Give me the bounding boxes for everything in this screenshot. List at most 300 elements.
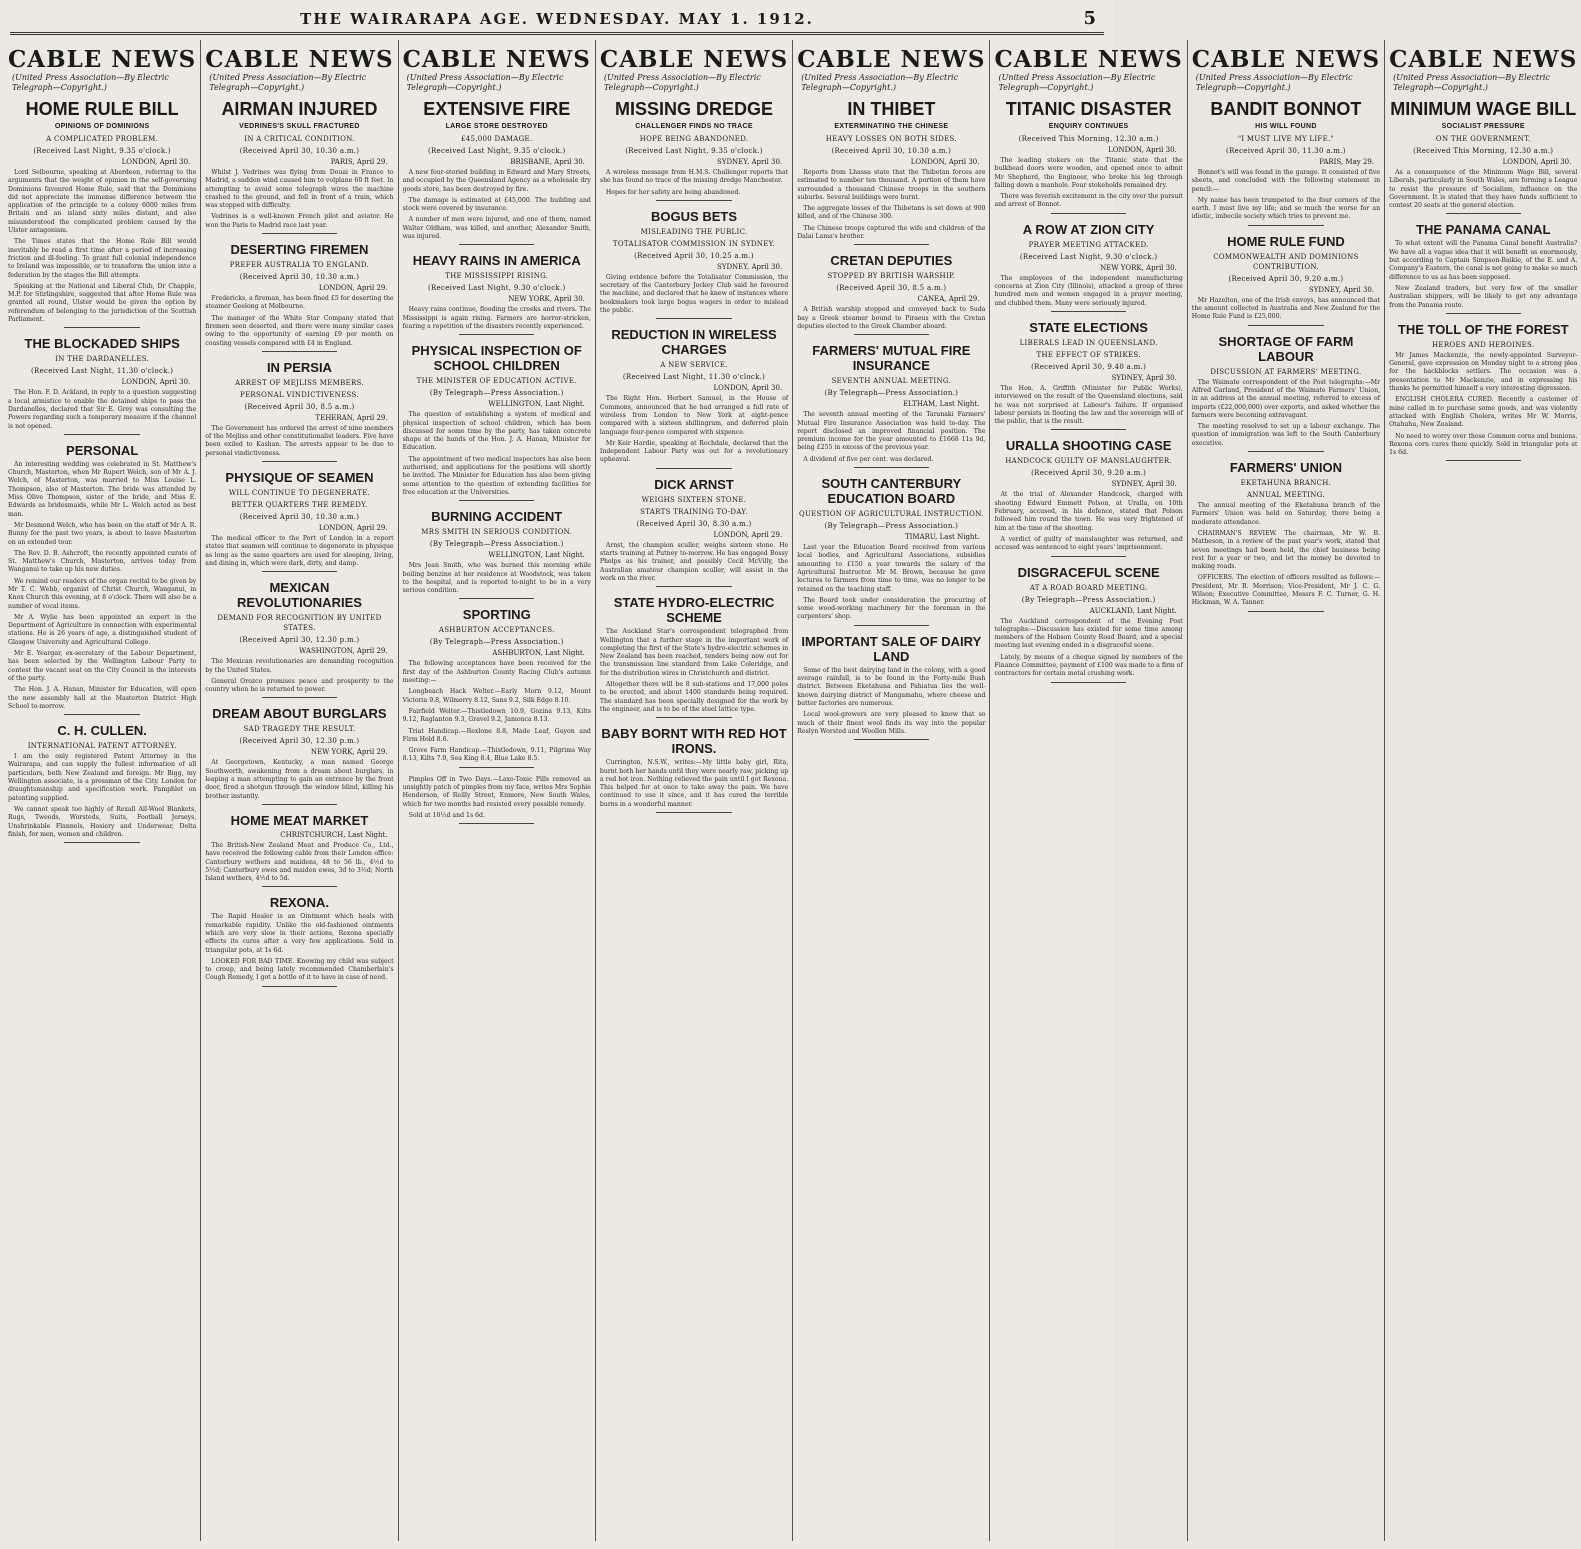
article-paragraph: Reports from Lhassa state that the Thibetan forces are estimated to number ten thousand. A portion of them have surrounded a thousand Chinese troops in the southern suburbs. Several buildings were burnt. bbox=[797, 169, 986, 201]
article-divider bbox=[1051, 682, 1126, 683]
news-column bbox=[1188, 40, 1385, 1541]
article-dateline: TIMARU, Last Night. bbox=[905, 533, 980, 542]
article-headline: BABY BORNT WITH RED HOT IRONS. bbox=[601, 726, 787, 757]
article-subheading: WILL CONTINUE TO DEGENERATE. bbox=[228, 489, 371, 498]
article-divider bbox=[1446, 213, 1521, 214]
article bbox=[205, 360, 393, 462]
article-subheading: (Received April 30, 9.20 a.m.) bbox=[1228, 274, 1344, 283]
article-paragraph: Last year the Education Board received from various local bodies, and Agricultural Associations, subsidies amounting to £150 a year towards the salary of the Agricultural Instructor. Mr M. Brown, because he gave lectures to farmers from time to time, was no longer to be retained on the teaching staff. bbox=[797, 544, 986, 593]
article-paragraph: The aggregate losses of the Thibetans is set down at 900 killed, and of the Chinese 300. bbox=[797, 205, 986, 221]
article-dateline: WASHINGTON, April 29. bbox=[299, 647, 388, 656]
article bbox=[994, 565, 1182, 683]
article-divider bbox=[854, 244, 929, 245]
article-subheading: (By Telegraph—Press Association.) bbox=[824, 522, 959, 531]
column-heading: CABLE NEWS bbox=[8, 46, 197, 73]
article-headline: DREAM ABOUT BURGLARS bbox=[212, 706, 387, 722]
article-subheading: (Received Last Night, 9.30 o'clock.) bbox=[1019, 252, 1158, 261]
article-headline: MINIMUM WAGE BILL bbox=[1390, 99, 1577, 119]
article-paragraph: The Hon. F. D. Ackland, in reply to a question suggesting a local armistice to enable the detained ships to pass the Dardanelles, declared that Sir E. Grey was consulting the Powers regarding such a temporary measure if the channel is not opened. bbox=[8, 389, 197, 430]
article-paragraph: Mr Keir Hardie, speaking at Rochdale, declared that the Independent Labour Party was out for a revolutionary upheaval. bbox=[599, 439, 789, 464]
article-divider bbox=[64, 842, 139, 843]
article bbox=[403, 776, 591, 824]
article-paragraph: The manager of the White Star Company stated that firemen seen deserted, and there were many similar cases owing to the opportunity of earning £9 per month on coasting vessels compared with £4 in England. bbox=[205, 314, 394, 347]
article-paragraph: Grove Farm Handicap.—Thistledown, 9.11, Pilgrims Way 8.13, Kilts 7.9, Sea King 8.4, Blue Lake 8.5. bbox=[402, 747, 591, 763]
article-subheading: MRS SMITH IN SERIOUS CONDITION. bbox=[421, 528, 573, 537]
article-paragraph: Lately, by means of a cheque signed by members of the Finance Committee, payment of £100 was made to a firm of contractors for certain metal crushing work. bbox=[994, 653, 1183, 678]
news-column bbox=[399, 40, 596, 1541]
article-subheading: (Received April 30, 8.30 a.m.) bbox=[636, 519, 752, 528]
article-headline: DICK ARNST bbox=[654, 476, 734, 492]
article-divider bbox=[1248, 451, 1323, 452]
news-column bbox=[4, 40, 201, 1541]
article-paragraph: OFFICERS. The election of officers resulted as follows:—President, Mr B. Morrison; Vice-President, Mr J. C. G. Wilson; Executive Committee, Messrs F. C. Turner, G. H. Hickman, W. A. Tanner. bbox=[1191, 574, 1381, 607]
article-paragraph: The Right Hon. Herbert Samuel, in the House of Commons, announced that he had arranged a full rate of wireless from London to New York at eight-pence compared with a sixteen shillingram, and deferred plain language four-pence compared with sixpence. bbox=[599, 395, 789, 436]
article-headline: A ROW AT ZION CITY bbox=[1022, 221, 1155, 237]
article-subheading: HOPE BEING ABANDONED. bbox=[639, 135, 749, 143]
article-subheading: (Received April 30, 12.30 p.m.) bbox=[239, 737, 360, 746]
article-headline: IMPORTANT SALE OF DAIRY LAND bbox=[801, 633, 982, 664]
column-credit: (United Press Association—By Electric Telegraph—Copyright.) bbox=[603, 73, 761, 92]
article-subheading: ANNUAL MEETING. bbox=[1246, 491, 1325, 500]
article-dateline: LONDON, April 30. bbox=[1502, 158, 1572, 166]
article-divider bbox=[854, 739, 929, 740]
article bbox=[600, 209, 788, 319]
article-paragraph: A number of men were injured, and one of them, named Walter Oldham, was killed, and another, Alexander Smith, was injured. bbox=[402, 216, 591, 241]
article-paragraph: Lord Selbourne, speaking at Aberdeen, referring to the arguments that the weight of opinion in the self-governing Dominions favoured Home Rule, said that the Dominions did not appreciate the immense difference between the application of the principle to a colony 6000 miles from Britain and an island sixty miles distant, and also misunderstood the complicated problem caused by the Ulster antagonism. bbox=[8, 169, 197, 235]
article-dateline: PARIS, April 29. bbox=[330, 158, 388, 166]
article-paragraph: The British-New Zealand Meat and Produce Co., Ltd., have received the following cable from their London office: Canterbury wethers and maidens, 48 to 56 lb., 4½d to 5½d; Canterbury ewes and maiden ewes, 3d to 3½d; North Island wethers, 4½d to 5d. bbox=[205, 841, 394, 883]
article-divider bbox=[459, 598, 534, 599]
article-paragraph: Mr E. Yeargar, ex-secretary of the Labour Department, has been selected by the Wellington Labour Party to contest the vacant seat on the City Council in the interests of the party. bbox=[8, 650, 197, 682]
article bbox=[994, 222, 1182, 312]
article bbox=[403, 99, 591, 245]
article-subheading: (Received April 30, 10.30 a.m.) bbox=[239, 273, 360, 282]
article-subheading: (Received Last Night, 9.30 o'clock.) bbox=[427, 284, 566, 293]
article-subheading: BETTER QUARTERS THE REMEDY. bbox=[231, 501, 368, 510]
article-subheading: (Received Last Night, 11.30 o'clock.) bbox=[30, 367, 174, 376]
article-divider bbox=[262, 804, 337, 805]
article-divider bbox=[1446, 460, 1521, 461]
article bbox=[1192, 460, 1380, 612]
article-subheading: (By Telegraph—Press Association.) bbox=[429, 540, 564, 549]
article-headline: AIRMAN INJURED bbox=[221, 99, 378, 119]
article-subheading: (By Telegraph—Press Association.) bbox=[429, 389, 564, 398]
article bbox=[600, 99, 788, 201]
article-paragraph: The annual meeting of the Eketahuna branch of the Farmers' Union was held on Saturday, there being a moderate attendance. bbox=[1191, 502, 1381, 526]
article-subheading: OPINIONS OF DOMINIONS bbox=[54, 123, 150, 130]
article bbox=[403, 607, 591, 767]
article-headline: FARMERS' UNION bbox=[1229, 460, 1342, 476]
article-subheading: (Received April 30, 11.30 a.m.) bbox=[1226, 147, 1346, 155]
article-dateline: ELTHAM, Last Night. bbox=[903, 400, 980, 409]
article-dateline: SYDNEY, April 30. bbox=[717, 262, 783, 271]
article-paragraph: The Auckland Star's correspondent telegraphed from Wellington that a further stage in the important work of completing the first of the State's hydro-electric schemes in New Zealand has been reached, tenders being now out for the transmission line standard from Lake Coleridge, and for the distribution wires in Christchurch and district. bbox=[599, 628, 789, 677]
article-paragraph: The employees of the independent manufacturing concerns at Zion City (Illinois), attacked a group of three hundred men and women engaged in a prayer meeting, and clubbed them. Many were seriously injured. bbox=[994, 274, 1183, 307]
article-paragraph: The appointment of two medical inspectors has also been authorised, and applications for the positions will shortly be invited. The Minister for Education has also been giving some attention to the question of extending facilities for free education at the Universities. bbox=[402, 455, 591, 496]
column-heading: CABLE NEWS bbox=[1389, 46, 1578, 73]
article-headline: FARMERS' MUTUAL FIRE INSURANCE bbox=[812, 343, 971, 374]
article-headline: TITANIC DISASTER bbox=[1005, 99, 1172, 119]
article bbox=[797, 99, 985, 245]
page-number: 5 bbox=[1083, 8, 1096, 29]
article-subheading: LIBERALS LEAD IN QUEENSLAND. bbox=[1019, 338, 1158, 347]
article-paragraph: To what extent will the Panama Canal benefit Australia? We have all a vague idea that it will benefit us enormously, but according to Captain Simpson-Baikie, of the E. and A. Company's Eastern, the canal is not going to make so much difference to us as has been supposed. bbox=[1389, 240, 1578, 281]
article-paragraph: Speaking at the National and Liberal Club, Dr Chapple, M.P. for Stirlingshire, suggested that after Home Rule was granted all round, Ulster would be given the option by referendum of belonging to the jurisdiction of the Scottish Parliament. bbox=[8, 282, 197, 324]
article-subheading: HEROES AND HEROINES. bbox=[1432, 340, 1535, 349]
article-subheading: EKETAHUNA BRANCH. bbox=[1240, 479, 1332, 488]
article bbox=[1389, 222, 1577, 313]
article-divider bbox=[656, 318, 731, 319]
article-paragraph: The Auckland correspondent of the Evening Post telegraphs:—Discussion has existed for some time among members of the Hobson County Road Board, and a special meeting last evening ended in a disgraceful scene. bbox=[994, 617, 1183, 650]
article-paragraph: Pimples Off in Two Days.—Laxo-Tonic Pills removed an unsightly patch of pimples from my face, writes Mrs Sophie Henderson, of Reilly Street, Enmore, New South Wales, which for two months had resisted every possible remedy. bbox=[402, 775, 591, 808]
article-subheading: MISLEADING THE PUBLIC. bbox=[640, 227, 748, 236]
article-divider bbox=[854, 625, 929, 626]
article-subheading: IN THE DARDANELLES. bbox=[55, 355, 150, 364]
article-divider bbox=[262, 986, 337, 987]
article bbox=[205, 813, 393, 887]
article-dateline: NEW YORK, April 30. bbox=[508, 295, 585, 304]
article-headline: REXONA. bbox=[269, 895, 330, 911]
article-headline: PHYSIQUE OF SEAMEN bbox=[225, 470, 374, 486]
article-paragraph: A new four-storied building in Edward and Mary Streets, and occupied by the Queensland Agency as a wholesale dry goods store, has been destroyed by fire. bbox=[402, 169, 591, 193]
column-heading: CABLE NEWS bbox=[797, 46, 986, 73]
article-headline: HOME RULE BILL bbox=[25, 99, 179, 119]
article-dateline: AUCKLAND, Last Night. bbox=[1089, 606, 1177, 615]
column-heading: CABLE NEWS bbox=[1191, 46, 1381, 73]
article-paragraph: Giving evidence before the Totalisator Commission, the secretary of the Canterbury Jockey Club said he favoured the machine, and declared that he knew of instances where bookmakers took large bogus wagers in order to mislead the public. bbox=[599, 273, 789, 315]
article bbox=[797, 476, 985, 626]
article-headline: BANDIT BONNOT bbox=[1210, 99, 1362, 119]
article-divider bbox=[64, 434, 139, 435]
article-divider bbox=[459, 334, 534, 335]
article-dateline: LONDON, April 30. bbox=[910, 158, 980, 166]
article-subheading: (Received April 30, 10.25 a.m.) bbox=[634, 251, 754, 260]
article-headline: STATE ELECTIONS bbox=[1029, 319, 1148, 335]
column-credit: (United Press Association—By Electric Telegraph—Copyright.) bbox=[406, 73, 564, 92]
article-headline: SHORTAGE OF FARM LABOUR bbox=[1218, 333, 1354, 364]
article-headline: URALLA SHOOTING CASE bbox=[1005, 438, 1172, 454]
article bbox=[205, 706, 393, 804]
columns-container bbox=[4, 40, 1578, 1541]
article bbox=[600, 726, 788, 813]
article-paragraph: The medical officer to the Port of London in a report states that seamen will continue to degenerate in physique as long as the same quarters are used for sleeping, living, and dining in, which were dark, dirty, and damp. bbox=[205, 535, 394, 567]
article-subheading: ON THE GOVERNMENT. bbox=[1435, 135, 1531, 143]
article-divider bbox=[64, 327, 139, 328]
article-headline: SOUTH CANTERBURY EDUCATION BOARD bbox=[821, 476, 962, 507]
article bbox=[1192, 334, 1380, 452]
article bbox=[8, 99, 196, 328]
article-paragraph: New Zealand traders, but very few of the smaller Australian shippers, will be likely to get any advantage from the Panama route. bbox=[1389, 284, 1578, 309]
article-subheading: (Received This Morning, 12.30 a.m.) bbox=[1018, 135, 1159, 143]
article-paragraph: The seventh annual meeting of the Taranaki Farmers' Mutual Fire Insurance Association was held to-day. The report disclosed an improved financial position. The premium income for the year amounted to £1668 11s 9d, being £255 in excess of the previous year. bbox=[797, 411, 986, 452]
article-subheading: (By Telegraph—Press Association.) bbox=[1021, 595, 1156, 604]
article-paragraph: At the trial of Alexander Handcock, charged with shooting Edward Emmett Polson, at Uralla, on 10th February, accused, in his defence, stated that Polson followed him round the town. He was very frightened of him at the time of the shooting. bbox=[994, 491, 1183, 532]
article-paragraph: Longbeach Hack Welter.—Early Morn 9.12, Mount Victoria 9.8, Wilmerry 8.12, Sans 9.2, Silk Edge 8.10. bbox=[402, 688, 591, 704]
article-subheading: (Received April 30, 8.5 a.m.) bbox=[836, 284, 947, 293]
article-headline: BOGUS BETS bbox=[651, 208, 738, 224]
article-dateline: PARIS, May 29. bbox=[1319, 158, 1375, 166]
article-dateline: SYDNEY, April 30. bbox=[1308, 285, 1375, 294]
article-paragraph: Vedrines is a well-known French pilot and aviator. He won the Paris to Madrid race last year. bbox=[205, 213, 394, 229]
article-subheading: IN A CRITICAL CONDITION. bbox=[244, 135, 355, 143]
column-heading: CABLE NEWS bbox=[205, 46, 394, 73]
article-dateline: LONDON, April 29. bbox=[318, 284, 388, 293]
article-paragraph: A wireless message from H.M.S. Challenger reports that she has found no trace of the missing dredge Manchester. bbox=[599, 169, 789, 185]
article-subheading: (Received This Morning, 12.30 a.m.) bbox=[1413, 147, 1554, 155]
article-paragraph: CHAIRMAN'S REVIEW. The chairman, Mr W. B. Matheson, in a review of the past year's work, stated that seven meetings had been held, the chief business being rest for a year or two, and let the money be devoted to making roads. bbox=[1191, 529, 1381, 571]
article-divider bbox=[656, 586, 731, 587]
article-paragraph: As a consequence of the Minimum Wage Bill, several Liberals, particularly in South Wales, are forming a League to resist the pressure of Socialism, influence on the Government. It is stated that they have funds sufficient to contest 20 seats at the general election. bbox=[1389, 169, 1578, 210]
article-dateline: SYDNEY, April 30. bbox=[717, 158, 783, 166]
article-subheading: "I MUST LIVE MY LIFE." bbox=[1237, 135, 1335, 143]
article-divider bbox=[262, 697, 337, 698]
article-paragraph: No need to worry over those Common corns and bunions. Rexona corn cures them quickly. Sold in triangular pots at 1s 6d. bbox=[1389, 432, 1578, 457]
article-paragraph: The meeting resolved to set up a labour exchange. The question of immigration was left to the South Canterbury executive. bbox=[1191, 423, 1381, 447]
article-subheading: COMMONWEALTH AND DOMINIONS CONTRIBUTION. bbox=[1213, 252, 1359, 271]
article-headline: HOME MEAT MARKET bbox=[230, 812, 369, 828]
article-dateline: LONDON, April 30. bbox=[713, 384, 783, 393]
article-subheading: ENQUIRY CONTINUES bbox=[1048, 123, 1129, 130]
article-subheading: (Received April 30, 12.30 p.m.) bbox=[239, 636, 360, 645]
news-column bbox=[596, 40, 793, 1541]
article-divider bbox=[1051, 556, 1126, 557]
article bbox=[797, 253, 985, 335]
article-paragraph: Sold at 10½d and 1s 6d. bbox=[408, 811, 485, 819]
article bbox=[403, 253, 591, 335]
article bbox=[600, 595, 788, 718]
article-dateline: LONDON, April 29. bbox=[318, 524, 388, 533]
article-paragraph: Triat Handicap.—Rexlone 8.8, Made Leaf, Guyon and Firm Hold 8.6. bbox=[402, 727, 591, 743]
article-subheading: PERSONAL VINDICTIVENESS. bbox=[240, 390, 359, 399]
article bbox=[994, 320, 1182, 430]
article bbox=[8, 336, 196, 434]
article-divider bbox=[1051, 311, 1126, 312]
article-dateline: SYDNEY, April 30. bbox=[1111, 373, 1177, 382]
article-divider bbox=[64, 714, 139, 715]
article-subheading: STOPPED BY BRITISH WARSHIP. bbox=[827, 272, 956, 281]
article-subheading: ASHBURTON ACCEPTANCES. bbox=[438, 626, 555, 635]
article-paragraph: An interesting wedding was celebrated in St. Matthew's Church, Masterton, when Mr Rupert Welch, son of Mr A. J. Welch, of Masterton, was married to Miss Louise L. Thompson, also of Masterton. The bride was attended by Miss Olive Thompson, sister of the bride, and Miss E. Edwards as bridesmaids, while Mr L. Welch acted as best man. bbox=[8, 460, 197, 518]
article-divider bbox=[262, 233, 337, 234]
article-paragraph: The Rev. D. B. Ashcroft, the recently appointed curate of St. Matthew's Church, Masterton, arrives today from Wanganui to take up his new duties. bbox=[8, 549, 197, 574]
article-paragraph: Currington, N.S.W., writes:—My little baby girl, Rita, burnt both her hands until they were nearly raw, picking up a red hot iron. Nothing relieved the pain until I got Rexona. This helped for at once to take away the pain. We have continued to use it since, and it has cured the terrible burns in a wonderful manner. bbox=[599, 759, 789, 808]
article-subheading: ARREST OF MEJLISS MEMBERS. bbox=[234, 378, 364, 387]
article bbox=[403, 509, 591, 599]
article bbox=[1389, 322, 1577, 462]
article-subheading: SEVENTH ANNUAL MEETING. bbox=[831, 377, 952, 386]
article-paragraph: Bonnot's will was found in the garage. It consisted of five sheets, and concluded with the following statement in pencil:— bbox=[1191, 169, 1381, 193]
article-paragraph: The following acceptances have been received for the first day of the Ashburton County Racing Club's autumn meeting:— bbox=[402, 660, 591, 685]
article bbox=[205, 470, 393, 572]
article-dateline: ASHBURTON, Last Night. bbox=[492, 649, 585, 658]
column-credit: (United Press Association—By Electric Telegraph—Copyright.) bbox=[1195, 73, 1353, 92]
article-subheading: (Received Last Night, 11.30 o'clock.) bbox=[622, 373, 766, 382]
article-dateline: LONDON, April 30. bbox=[121, 158, 191, 166]
article-paragraph: Mr A. Wylie has been appointed an expert in the Department of Agriculture in connection with experimental stations. He is 26 years of age, a distinguished student of Glasgow University and Agricultural College. bbox=[8, 613, 197, 646]
article-dateline: LONDON, April 30. bbox=[121, 378, 191, 387]
article-divider bbox=[262, 886, 337, 887]
article-divider bbox=[656, 717, 731, 718]
article-dateline: WELLINGTON, Last Night. bbox=[488, 400, 585, 409]
article-headline: C. H. CULLEN. bbox=[57, 723, 147, 739]
article-headline: PERSONAL bbox=[66, 442, 139, 458]
article bbox=[1389, 99, 1577, 214]
article-subheading: (Received April 30, 10.30 a.m.) bbox=[831, 147, 952, 155]
article-subheading: HEAVY LOSSES ON BOTH SIDES. bbox=[825, 135, 957, 143]
column-heading: CABLE NEWS bbox=[599, 46, 789, 73]
article-paragraph: The question of establishing a system of medical and physical inspection of school children, which has been discussed for some time by the party, has taken concrete shape at the hands of the Hon. J. A. Hanan, Minister for Education. bbox=[402, 411, 591, 452]
article-paragraph: Local wool-growers are very pleased to know that so much of their finest wool finds its way into the popular Roslyn Worsted and Woollen Mills. bbox=[797, 711, 986, 735]
article-divider bbox=[854, 467, 929, 468]
article-paragraph: The Chinese troops captured the wife and children of the Dalai Lama's brother. bbox=[797, 224, 986, 241]
column-credit: (United Press Association—By Electric Telegraph—Copyright.) bbox=[1393, 73, 1550, 92]
article-divider bbox=[656, 468, 731, 469]
article-paragraph: The Hon. J. A. Hanan, Minister for Education, will open the new assembly hall at the Masterton District High School to-morrow. bbox=[8, 686, 197, 710]
news-column bbox=[990, 40, 1187, 1541]
article-paragraph: Mr Hazelton, one of the Irish envoys, has announced that the amount collected in Australia and New Zealand for the Home Rule Fund is £25,000. bbox=[1191, 296, 1381, 321]
article-divider bbox=[854, 334, 929, 335]
article-divider bbox=[262, 461, 337, 462]
article bbox=[1192, 234, 1380, 326]
article bbox=[994, 438, 1182, 556]
article-paragraph: General Orozco promises peace and prosperity to the country when he is returned to power. bbox=[205, 677, 394, 694]
article-paragraph: We cannot speak too highly of Rexall All-Wool Blankets, Rugs, Tweeds, Worsteds, Suits, Football Jerseys, Unshrinkable Flannels, Hosiery and Underwear, Delta finish, for men, women and children. bbox=[8, 805, 197, 838]
article-subheading: A NEW SERVICE. bbox=[660, 361, 728, 370]
article-divider bbox=[1248, 611, 1323, 612]
article-headline: REDUCTION IN WIRELESS CHARGES bbox=[611, 327, 777, 358]
article-subheading: A COMPLICATED PROBLEM. bbox=[46, 135, 159, 143]
article-headline: MISSING DREDGE bbox=[615, 99, 774, 119]
article-paragraph: The Times states that the Home Rule Bill would inevitably be read a first time after a period of increasing friction and ill-feeling. To grant full colonial independence to Ireland was impossible, or to transform the union into a federation by the stages the Bill attempts. bbox=[8, 238, 197, 279]
article-divider bbox=[656, 812, 731, 813]
article-subheading: (Received April 30, 8.5 a.m.) bbox=[244, 402, 355, 411]
article-divider bbox=[656, 200, 731, 201]
article-subheading: DISCUSSION AT FARMERS' MEETING. bbox=[1210, 367, 1362, 376]
article-paragraph: A British warship stopped and conveyed back to Suda bay a Greek steamer bound to Piraeus with the Cretan deputies elected to the Greek Chamber aboard. bbox=[797, 306, 986, 330]
article-paragraph: A dividend of five per cent. was declared. bbox=[803, 455, 934, 463]
column-heading: CABLE NEWS bbox=[402, 46, 591, 73]
article bbox=[797, 634, 985, 740]
article-paragraph: LOOKED FOR BAD TIME. Knowing my child was subject to croup, and being lately recommended Chamberlain's Cough Remedy, I got a bottle of it to have in case of need. bbox=[205, 957, 394, 982]
article-dateline: TEHERAN, April 29. bbox=[315, 413, 388, 422]
article-paragraph: Some of the best dairying land in the colony, with a good average rainfall, is to be found in the Forty-mile Bush district. Between Eketahuna and Pahiatua lies the well-known dairying district of Mangamahu, where cheese and butter factories are numerous. bbox=[797, 666, 986, 707]
article bbox=[8, 723, 196, 843]
article-subheading: PREFER AUSTRALIA TO ENGLAND. bbox=[229, 261, 370, 270]
article-headline: THE PANAMA CANAL bbox=[1416, 222, 1551, 238]
article-subheading: VEDRINES'S SKULL FRACTURED bbox=[239, 123, 360, 130]
article-paragraph: The Board took under consideration the procuring of some wood-working machinery for the foreman in the carpenters' shop. bbox=[797, 596, 986, 621]
article-paragraph: The leading stokers on the Titanic state that the bulkhead doors were wooden, and opened once to admit Mr Shepherd, the Engineer, who broke his leg through falling down a manhole. Four stokeholds remained dry. bbox=[994, 157, 1183, 189]
article-paragraph: Fredericks, a fireman, has been fined £5 for deserting the steamer Geelong at Melbourne. bbox=[205, 295, 394, 311]
article-paragraph: Whilst J. Vedrines was flying from Douai in France to Madrid, a sudden wind caused him to volplane 60 ft feet. In attempting to avoid some telegraph wires the machine crashed to the ground, and fell in front of a train, which was stopped with difficulty. bbox=[205, 169, 394, 210]
news-column bbox=[1385, 40, 1581, 1541]
article-dateline: CHRISTCHURCH, Last Night. bbox=[280, 830, 388, 839]
article bbox=[205, 895, 393, 986]
article-headline: HEAVY RAINS IN AMERICA bbox=[412, 253, 581, 269]
article-subheading: EXTERMINATING THE CHINESE bbox=[834, 123, 949, 130]
article-divider bbox=[459, 767, 534, 768]
article-paragraph: There was feverish excitement in the city over the pursuit and arrest of Bonnot. bbox=[994, 193, 1183, 209]
article-divider bbox=[1051, 213, 1126, 214]
article-headline: STATE HYDRO-ELECTRIC SCHEME bbox=[613, 595, 775, 626]
article-headline: MEXICAN REVOLUTIONARIES bbox=[236, 580, 362, 611]
article-subheading: QUESTION OF AGRICULTURAL INSTRUCTION. bbox=[798, 510, 984, 519]
article-dateline: LONDON, April 30. bbox=[1108, 146, 1177, 154]
article-dateline: SYDNEY, April 30. bbox=[1111, 480, 1177, 489]
article-paragraph: Mrs Jean Smith, who was burned this morning while boiling benzine at her residence at Woodstock, was taken to the hospital, and is reported to-night to be in a very serious condition. bbox=[402, 562, 591, 595]
masthead-title: THE WAIRARAPA AGE. WEDNESDAY. MAY 1. 1912. bbox=[300, 10, 814, 28]
article-paragraph: ENGLISH CHOLERA CURED. Recently a customer of mine called in to purchase some goods, and was violently attacked with English Cholera, writes Mr W. Morris, Otahuhu, New Zealand. bbox=[1389, 396, 1578, 429]
article bbox=[600, 477, 788, 587]
article-headline: EXTENSIVE FIRE bbox=[423, 99, 571, 119]
article-subheading: WEIGHS SIXTEEN STONE. bbox=[641, 495, 747, 504]
article-subheading: (Received April 30, 9.20 a.m.) bbox=[1031, 469, 1147, 478]
article-paragraph: Hopes for her safety are being abandoned. bbox=[605, 188, 741, 196]
column-credit: (United Press Association—By Electric Telegraph—Copyright.) bbox=[12, 73, 169, 92]
column-credit: (United Press Association—By Electric Telegraph—Copyright.) bbox=[998, 73, 1156, 92]
article-subheading: (Received April 30, 10.30 a.m.) bbox=[239, 513, 360, 522]
article bbox=[994, 99, 1182, 214]
article-divider bbox=[1248, 325, 1323, 326]
article-headline: THE TOLL OF THE FOREST bbox=[1397, 321, 1569, 337]
article-headline: IN THIBET bbox=[847, 99, 936, 119]
article-subheading: (Received Last Night, 9.35 o'clock.) bbox=[427, 147, 566, 155]
article-headline: THE BLOCKADED SHIPS bbox=[24, 336, 180, 352]
article-headline: HOME RULE FUND bbox=[1227, 233, 1345, 249]
article-divider bbox=[1051, 429, 1126, 430]
article-paragraph: The Hon. A. Griffith (Minister for Public Works), interviewed on the result of the Queensland elections, said he was not surprised at Labour's failure. If organised labour persists in flouting the law and the sovereign will of the public, that is the result. bbox=[994, 384, 1183, 426]
article-paragraph: At Georgetown, Kentucky, a man named George Southworth, awakening from a dream about burglars, in leaping a man attempting to gain an entrance by the front door, fired a shotgun through the window blind, killing his brother instantly. bbox=[205, 759, 394, 800]
article-paragraph: Altogether there will be 8 sub-stations and 17,000 poles to be erected, and about 1400 standards being required. The standard has been specially designed for the work by the engineer, and is to be of the steel lattice type. bbox=[599, 681, 789, 713]
article bbox=[403, 343, 591, 501]
article-subheading: (Received Last Night, 9.35 o'clock.) bbox=[625, 147, 763, 155]
article-divider bbox=[459, 500, 534, 501]
article-paragraph: The Waimate correspondent of the Post telegraphs:—Mr Alfred Garland, President of the Waimate Farmers' Union, in an address at the annual meeting, referred to excess of imports (£22,000,000) over exports, and asked whether the farmers were becoming extravagant. bbox=[1191, 378, 1381, 419]
article bbox=[205, 242, 393, 352]
column-heading: CABLE NEWS bbox=[994, 46, 1183, 73]
article-paragraph: Arnst, the champion sculler, weighs sixteen stone. He starts training at Putney to-morrow. He has engaged Bossy Phelps as his trainer, and possibly Cecil McVilly, the Australian amateur champion sculler, will assist in the work on the river. bbox=[599, 541, 789, 582]
article bbox=[205, 99, 393, 234]
article-paragraph: My name has been trumpeted to the four corners of the earth. I must live my life; and so much the worse for an idiotic, imbecile society which tries to prevent me. bbox=[1191, 196, 1381, 221]
article-headline: IN PERSIA bbox=[266, 359, 332, 375]
masthead bbox=[10, 6, 1104, 35]
article-paragraph: The Mexican revolutionaries are demanding recognition by the United States. bbox=[205, 658, 394, 674]
news-column bbox=[201, 40, 398, 1541]
article-subheading: (By Telegraph—Press Association.) bbox=[429, 638, 564, 647]
article-subheading: INTERNATIONAL PATENT ATTORNEY. bbox=[27, 742, 177, 751]
article-paragraph: Mr James Mackenzie, the newly-appointed Surveyor-General, gave expression on Monday night to a strong plea for the backblocks settlers. The occasion was a presentation to Mr Mackenzie, and in expressing his thanks he permitted himself a very interesting digression. bbox=[1389, 351, 1578, 393]
article-dateline: CANEA, April 29. bbox=[917, 295, 980, 304]
column-credit: (United Press Association—By Electric Telegraph—Copyright.) bbox=[801, 73, 959, 92]
article-headline: DESERTING FIREMEN bbox=[230, 242, 369, 258]
article bbox=[205, 580, 393, 698]
article-subheading: PRAYER MEETING ATTACKED. bbox=[1028, 240, 1149, 249]
article-dateline: BRISBANE, April 30. bbox=[510, 158, 585, 166]
article-divider bbox=[459, 244, 534, 245]
article-dateline: WELLINGTON, Last Night. bbox=[488, 551, 585, 560]
news-column bbox=[793, 40, 990, 1541]
column-credit: (United Press Association—By Electric Telegraph—Copyright.) bbox=[209, 73, 367, 92]
article bbox=[8, 443, 196, 715]
article bbox=[1192, 99, 1380, 226]
article bbox=[600, 327, 788, 468]
article-subheading: (Received April 30, 9.40 a.m.) bbox=[1031, 362, 1147, 371]
article-paragraph: The Rapid Healer is an Ointment which heals with remarkable rapidity. Unlike the old-fashioned ointments which are very slow in their actions, Rexona specially effects its cures after a very few applications. Sold in triangular pots, at 1s 6d. bbox=[205, 913, 394, 954]
article-headline: SPORTING bbox=[462, 607, 531, 623]
article-subheading: STARTS TRAINING TO-DAY. bbox=[640, 507, 748, 516]
article-dateline: NEW YORK, April 29. bbox=[310, 748, 388, 757]
article-subheading: CHALLENGER FINDS NO TRACE bbox=[635, 123, 753, 130]
